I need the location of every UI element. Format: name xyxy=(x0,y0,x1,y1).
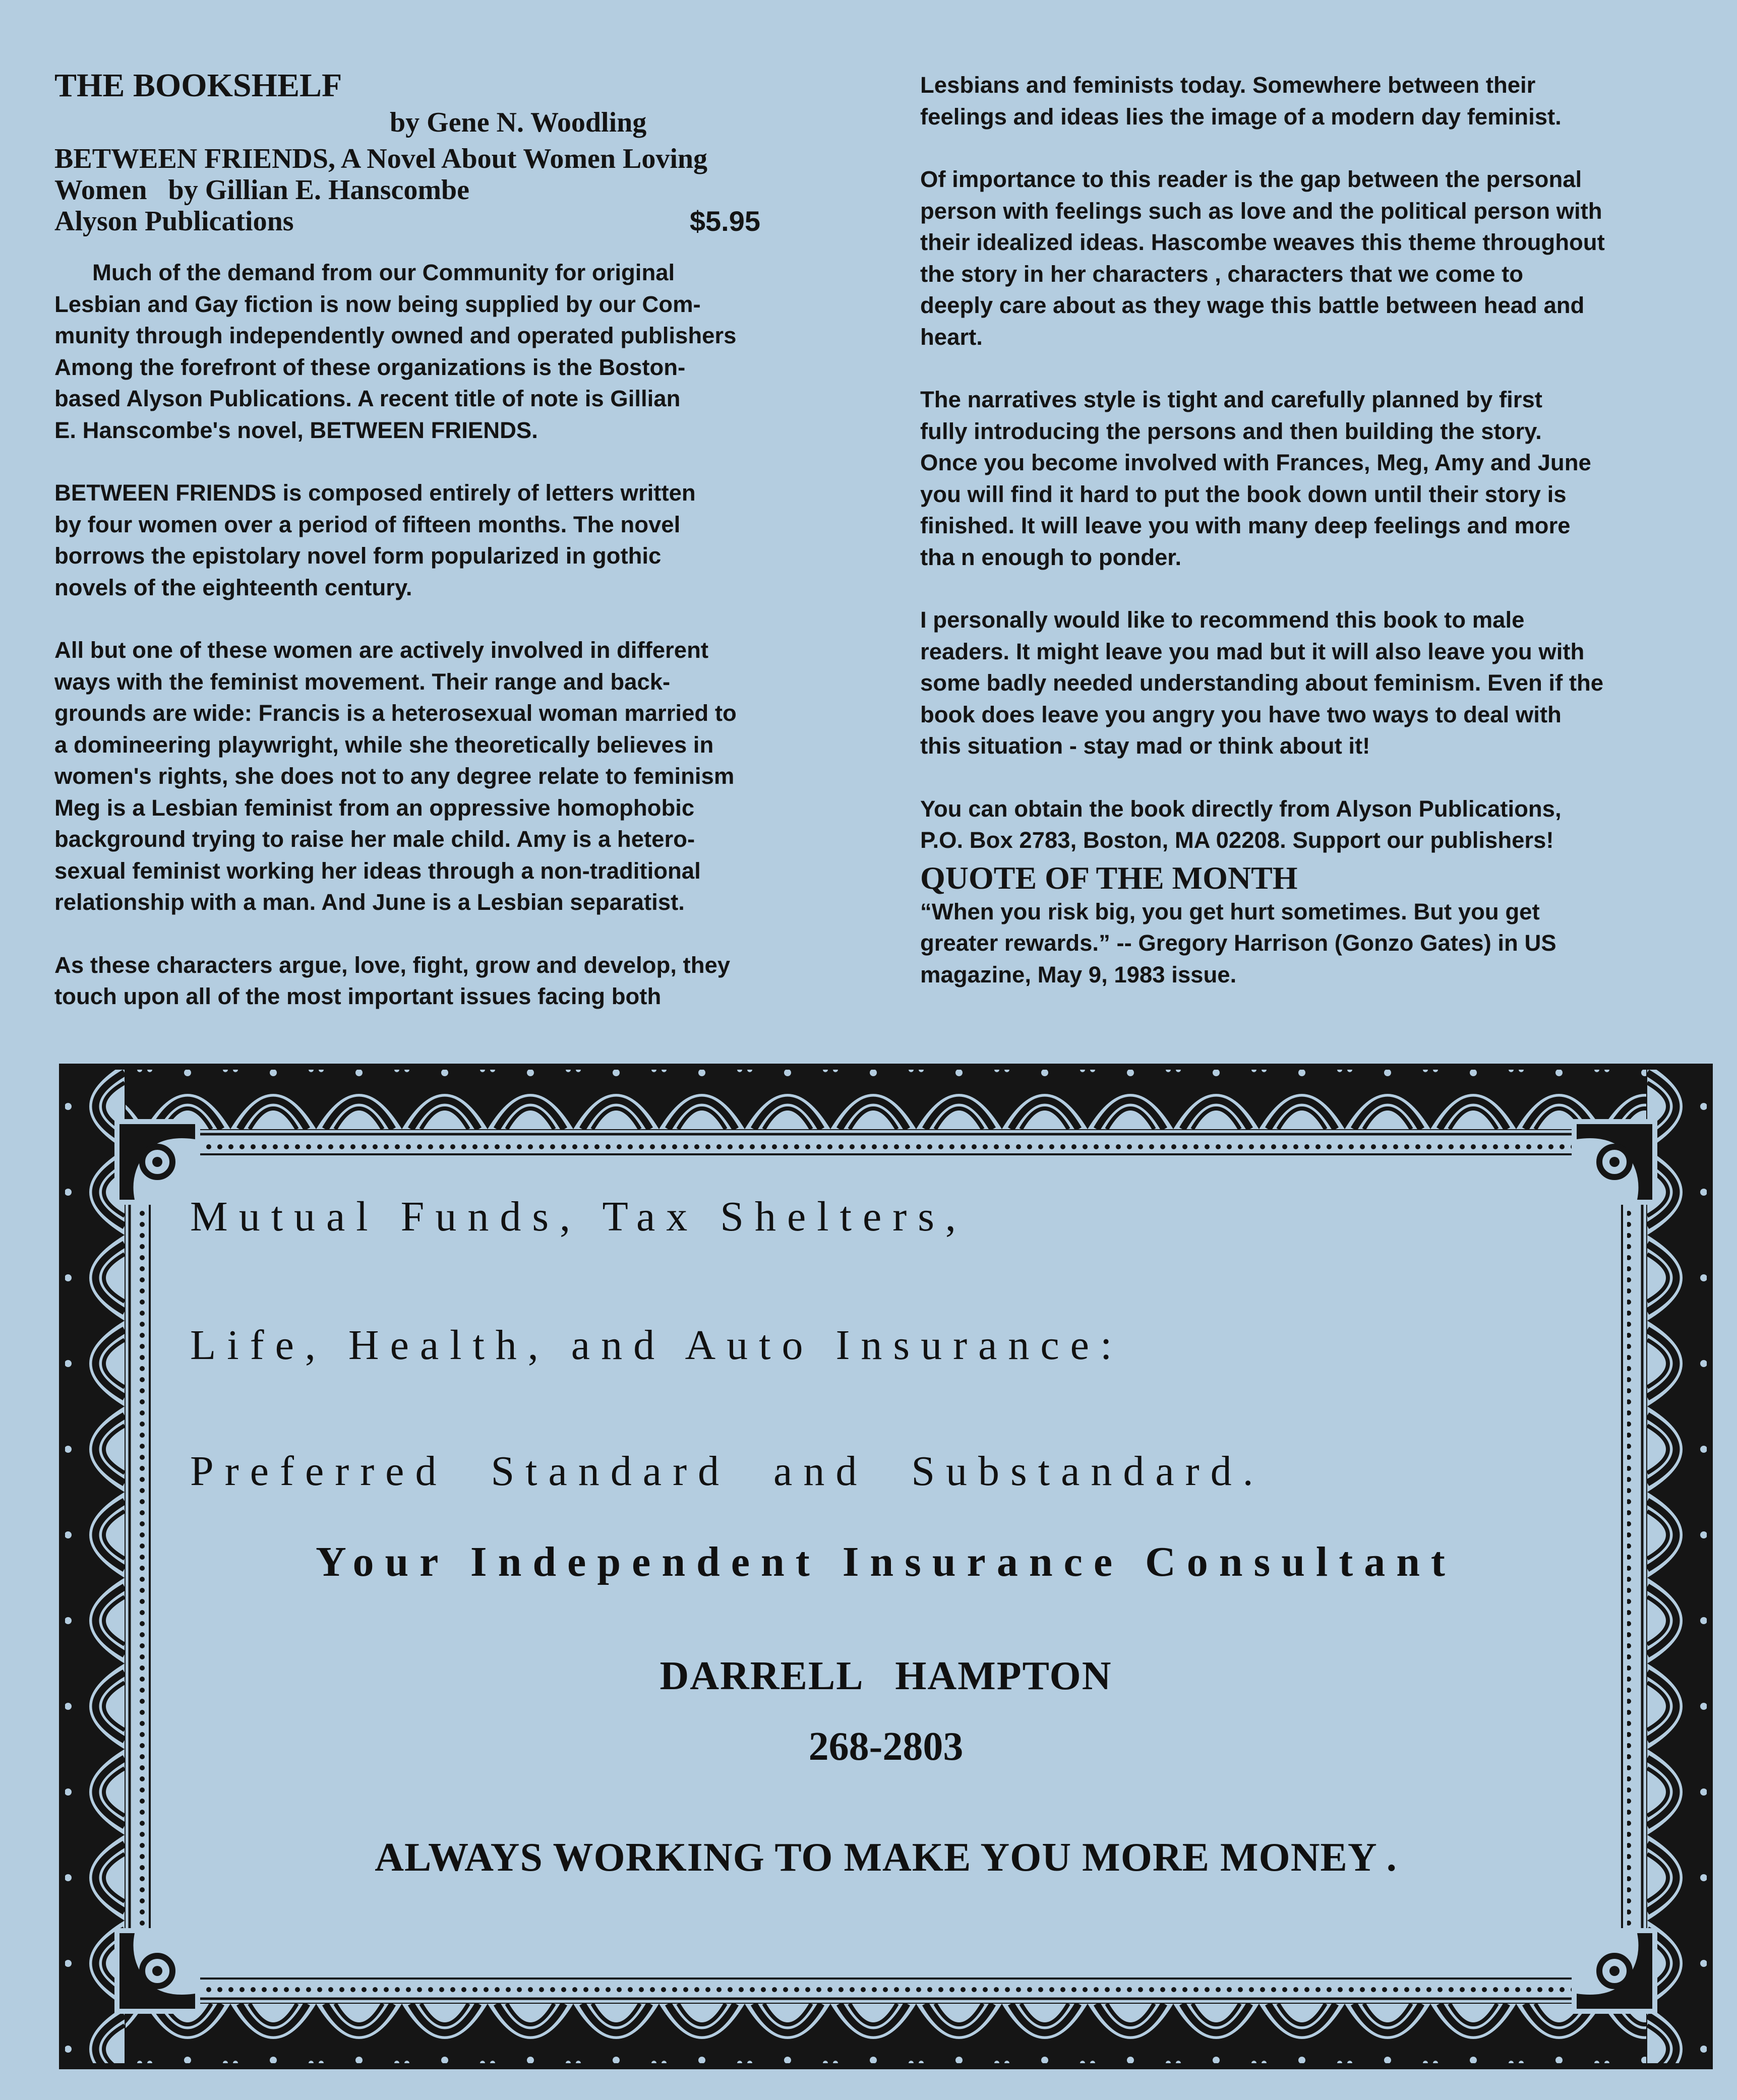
ad-slogan: ALWAYS WORKING TO MAKE YOU MORE MONEY . xyxy=(375,1835,1397,1880)
book-title-line-2: Women by Gillian E. Hanscombe xyxy=(54,174,469,206)
ad-line-investments: Mutual Funds, Tax Shelters, xyxy=(190,1193,967,1240)
paragraph: Of importance to this reader is the gap between the personal person with feelings such as love and the political person with their idealized ideas. Hascombe weaves this theme throughout the story in her characters , characters that we come to deeply care about as they wage this battle between head and heart. xyxy=(920,166,1605,350)
left-column xyxy=(54,66,831,1044)
book-info xyxy=(54,143,831,237)
byline: by Gene N. Woodling xyxy=(390,107,647,138)
paragraph: You can obtain the book directly from Alyson Publications, P.O. Box 2783, Boston, MA 02208. Support our publishers! xyxy=(920,795,1562,853)
publisher-line xyxy=(54,206,760,237)
ad-line-insurance: Life, Health, and Auto Insurance: xyxy=(190,1322,1123,1369)
book-title-line-1: BETWEEN FRIENDS, A Novel About Women Loving xyxy=(54,143,708,174)
phone-number: 268-2803 xyxy=(808,1724,964,1769)
quote-text: “When you risk big, you get hurt sometimes. But you get greater rewards.” -- Gregory Harrison (Gonzo Gates) in US magazine, May 9, 1983 issue. xyxy=(920,898,1556,987)
paragraph: As these characters argue, love, fight, grow and develop, they touch upon all of the most important issues facing both xyxy=(54,952,731,1009)
paragraph: The narratives style is tight and carefully planned by first fully introducing the persons and then building the story. Once you become involved with Frances, Meg, Amy and June you will find it hard to put the book down until their story is finished. It will leave you with many deep feelings and more tha n enough to ponder. xyxy=(920,387,1591,570)
quote-title: QUOTE OF THE MONTH xyxy=(920,859,1298,896)
right-column xyxy=(920,70,1692,991)
consultant-name: DARRELL HAMPTON xyxy=(660,1654,1112,1698)
publisher: Alyson Publications xyxy=(54,206,294,237)
paragraph: BETWEEN FRIENDS is composed entirely of letters written by four women over a period of fifteen months. The novel borrows the epistolary novel form popularized in gothic novels of the eighteenth century. xyxy=(54,480,696,600)
price: $5.95 xyxy=(689,205,760,237)
paragraph: Lesbians and feminists today. Somewhere between their feelings and ideas lies the image of a modern day feminist. xyxy=(920,72,1562,130)
paragraph: I personally would like to recommend this book to male readers. It might leave you mad but it will also leave you with some badly needed understanding about feminism. Even if the book does leave you angry you have two ways to deal with this situation - stay mad or think about it! xyxy=(920,607,1604,759)
ad-line-standards: Preferred Standard and Substandard. xyxy=(190,1448,1265,1495)
section-title: THE BOOKSHELF xyxy=(54,67,342,104)
insurance-advertisement xyxy=(59,1064,1713,2069)
paragraph: All but one of these women are actively involved in different ways with the feminist movement. Their range and back- grounds are wide: Francis is a heterosexual woman married to a domineering playwright, while she theoretically believes in women's rights, she does not to any degree relate to feminism Meg is a Lesbian feminist from an oppressive homophobic background trying to raise her male child. Amy is a hetero- sexual feminist working her ideas through a non-traditional relationship with a man. And June is a Lesbian separatist. xyxy=(54,637,737,915)
paragraph: Much of the demand from our Community for original Lesbian and Gay fiction is now being supplied by our Com- munity through independently owned and operated publishers Among the forefront of these organizations is the Boston- based Alyson Publications. A recent title of note is Gillian E. Hanscombe's novel, BETWEEN FRIENDS. xyxy=(54,260,737,443)
ad-line-consultant: Your Independent Insurance Consultant xyxy=(316,1538,1456,1585)
